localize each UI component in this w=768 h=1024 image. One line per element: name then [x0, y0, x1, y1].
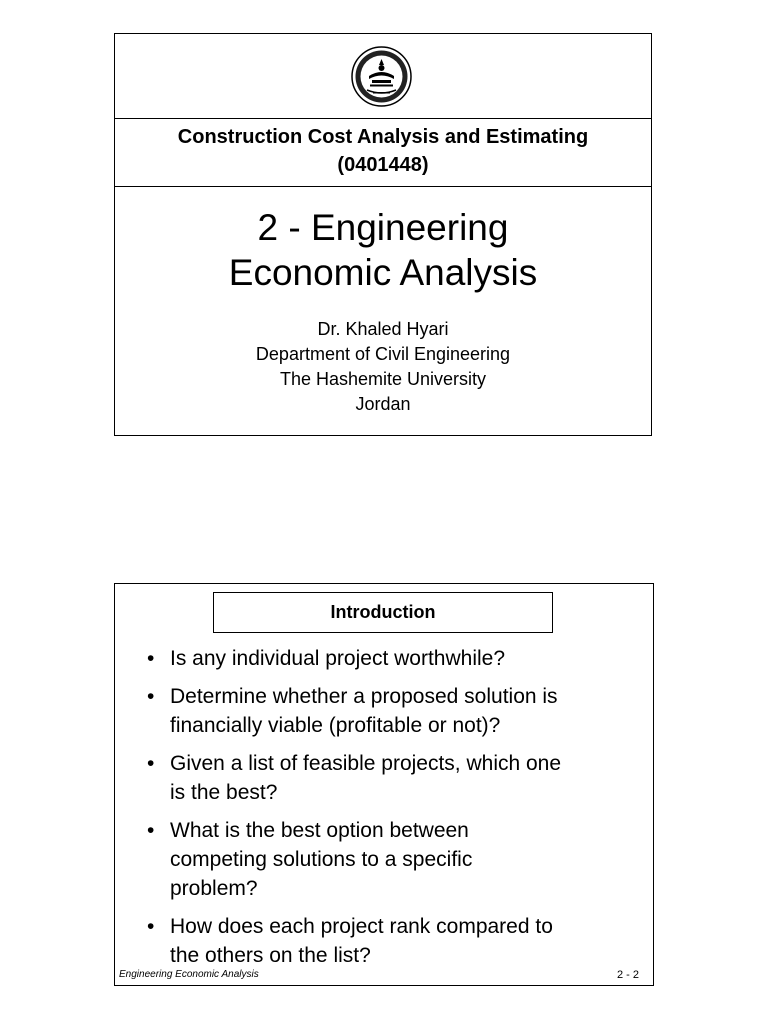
- slide-heading: Introduction: [213, 592, 553, 633]
- bullet-item: [145, 912, 635, 970]
- author-block: [115, 317, 651, 417]
- author-country: Jordan: [355, 394, 411, 414]
- bullet-icon: •: [147, 915, 155, 938]
- bullet-text: How does each project rank compared to: [170, 915, 553, 938]
- lecture-title: [115, 205, 651, 295]
- bullet-text: Is any individual project worthwhile?: [170, 647, 506, 670]
- university-seal-icon: [351, 46, 412, 107]
- bullet-list: [145, 644, 635, 979]
- bullet-icon: •: [147, 685, 155, 708]
- lecture-title-line-1: 2 - Engineering: [257, 207, 509, 248]
- introduction-slide: [114, 583, 654, 986]
- bullet-item: [145, 644, 635, 673]
- bullet-item: [145, 816, 635, 903]
- author-university: The Hashemite University: [279, 369, 487, 389]
- bullet-text: is the best?: [170, 781, 278, 804]
- bullet-text: problem?: [170, 877, 258, 900]
- bullet-text: financially viable (profitable or not)?: [170, 714, 501, 737]
- bullet-item: [145, 682, 635, 740]
- course-title: [115, 119, 651, 187]
- bullet-item: [145, 749, 635, 807]
- bullet-text: What is the best option between: [170, 819, 469, 842]
- author-name: Dr. Khaled Hyari: [317, 319, 449, 339]
- bullet-text: Given a list of feasible projects, which one: [170, 752, 562, 775]
- course-name: Construction Cost Analysis and Estimating: [177, 126, 589, 148]
- bullet-icon: •: [147, 647, 155, 670]
- course-code: (0401448): [337, 154, 429, 176]
- title-area: [115, 187, 651, 436]
- page-number: 2 - 2: [616, 969, 639, 981]
- logo-row: [115, 34, 651, 119]
- title-slide: [114, 33, 652, 436]
- bullet-text: the others on the list?: [170, 944, 371, 967]
- bullet-text: competing solutions to a specific: [170, 848, 473, 871]
- bullet-icon: •: [147, 819, 155, 842]
- author-department: Department of Civil Engineering: [255, 344, 511, 364]
- lecture-title-line-2: Economic Analysis: [228, 252, 538, 293]
- footer-title: Engineering Economic Analysis: [119, 969, 259, 980]
- bullet-text: Determine whether a proposed solution is: [170, 685, 558, 708]
- bullet-icon: •: [147, 752, 155, 775]
